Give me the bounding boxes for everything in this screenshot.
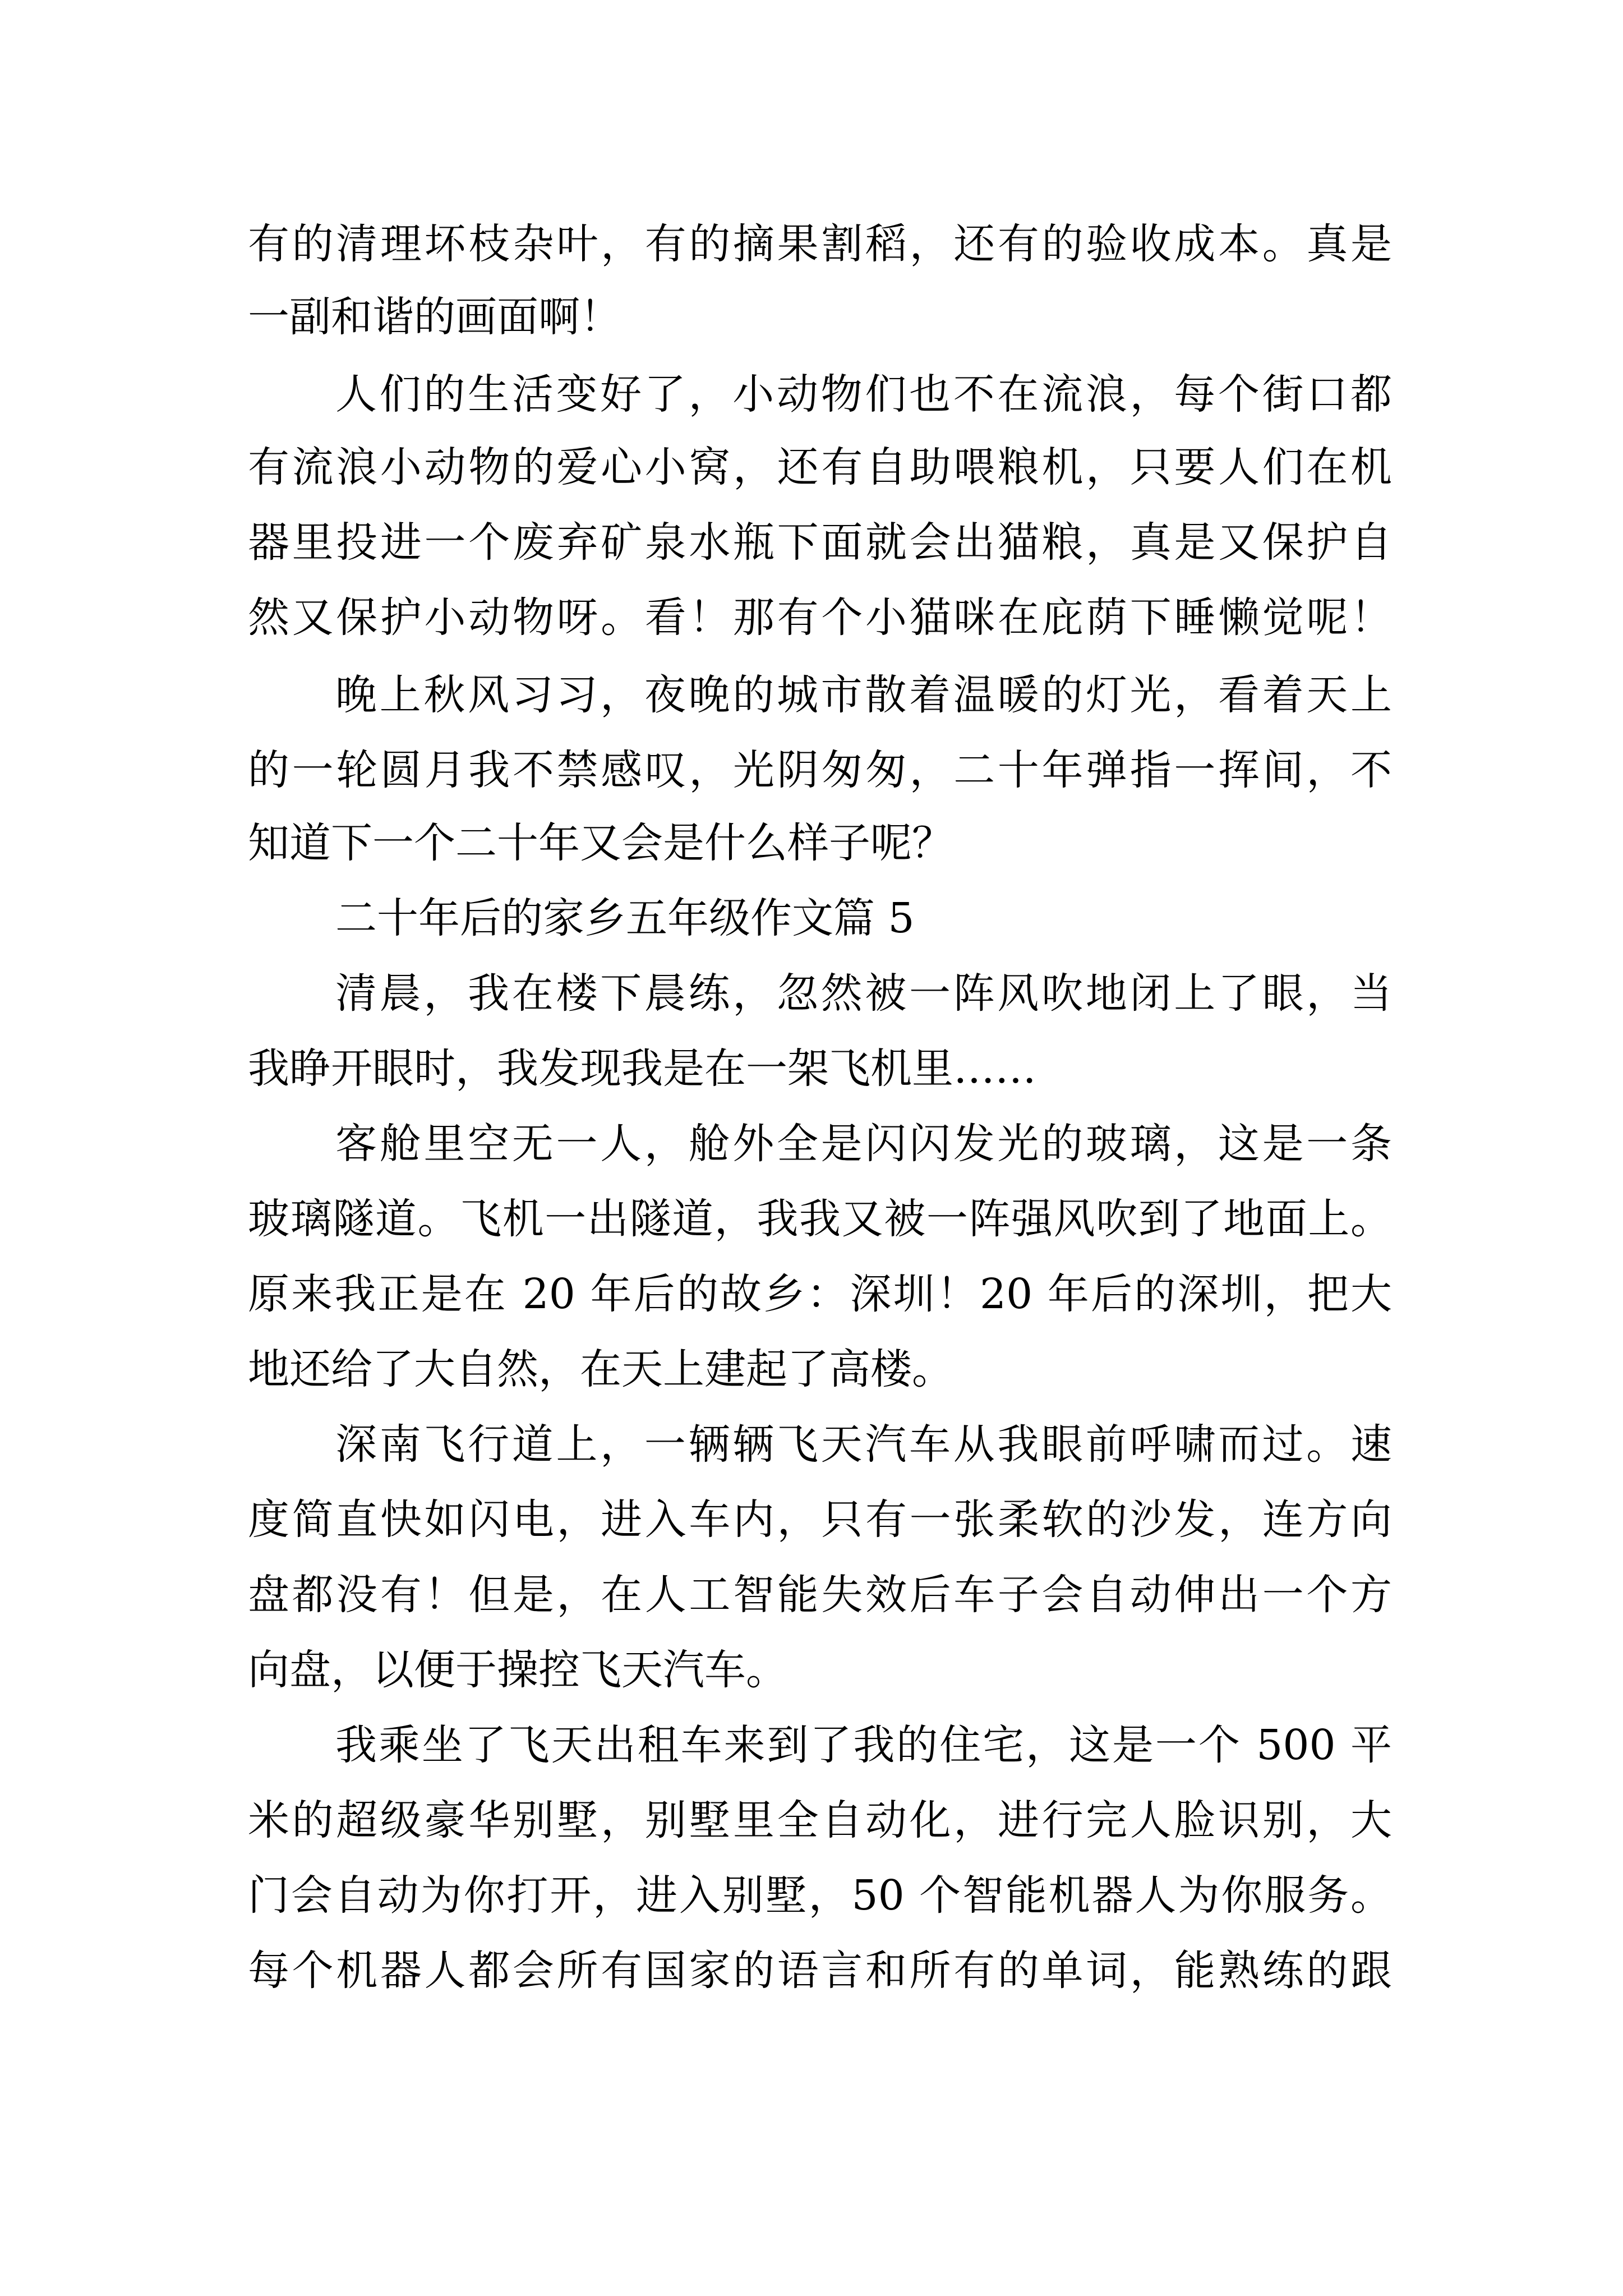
text-line: 门会自动为你打开，进入别墅，50 个智能机器人为你服务。 bbox=[248, 1871, 1392, 1920]
text-line: 器里投进一个废弃矿泉水瓶下面就会出猫粮，真是又保护自 bbox=[248, 518, 1392, 567]
text-line: 深南飞行道上，一辆辆飞天汽车从我眼前呼啸而过。速 bbox=[335, 1420, 1392, 1469]
text-line: 我乘坐了飞天出租车来到了我的住宅，这是一个 500 平 bbox=[335, 1721, 1392, 1769]
section-heading: 二十年后的家乡五年级作文篇 5 bbox=[335, 894, 915, 942]
text-line: 原来我正是在 20 年后的故乡：深圳！20 年后的深圳，把大 bbox=[248, 1270, 1392, 1318]
text-line: 客舱里空无一人，舱外全是闪闪发光的玻璃，这是一条 bbox=[335, 1120, 1392, 1168]
text-line: 知道下一个二十年又会是什么样子呢？ bbox=[248, 819, 953, 867]
text-line: 每个机器人都会所有国家的语言和所有的单词，能熟练的跟 bbox=[248, 1947, 1392, 1995]
text-line: 然又保护小动物呀。看！那有个小猫咪在庇荫下睡懒觉呢！ bbox=[248, 593, 1392, 642]
text-line: 有流浪小动物的爱心小窝，还有自助喂粮机，只要人们在机 bbox=[248, 443, 1392, 491]
text-line: 米的超级豪华别墅，别墅里全自动化，进行完人脸识别，大 bbox=[248, 1796, 1392, 1844]
text-line: 地还给了大自然，在天上建起了高楼。 bbox=[248, 1345, 953, 1393]
text-line: 人们的生活变好了，小动物们也不在流浪，每个街口都 bbox=[335, 370, 1392, 418]
text-line: 晚上秋风习习，夜晚的城市散着温暖的灯光，看着天上 bbox=[335, 671, 1392, 719]
text-line: 一副和谐的画面啊！ bbox=[248, 293, 621, 341]
text-line: 盘都没有！但是，在人工智能失效后车子会自动伸出一个方 bbox=[248, 1571, 1392, 1619]
text-line: 有的清理坏枝杂叶，有的摘果割稻，还有的验收成本。真是 bbox=[248, 220, 1392, 268]
text-line: 向盘，以便于操控飞天汽车。 bbox=[248, 1646, 787, 1694]
text-line: 度简直快如闪电，进入车内，只有一张柔软的沙发，连方向 bbox=[248, 1496, 1392, 1544]
text-line: 我睁开眼时，我发现我是在一架飞机里…… bbox=[248, 1045, 1036, 1093]
text-line: 玻璃隧道。飞机一出隧道，我我又被一阵强风吹到了地面上。 bbox=[248, 1195, 1392, 1243]
text-line: 的一轮圆月我不禁感叹，光阴匆匆，二十年弹指一挥间，不 bbox=[248, 746, 1392, 794]
text-line: 清晨，我在楼下晨练，忽然被一阵风吹地闭上了眼，当 bbox=[335, 969, 1392, 1018]
